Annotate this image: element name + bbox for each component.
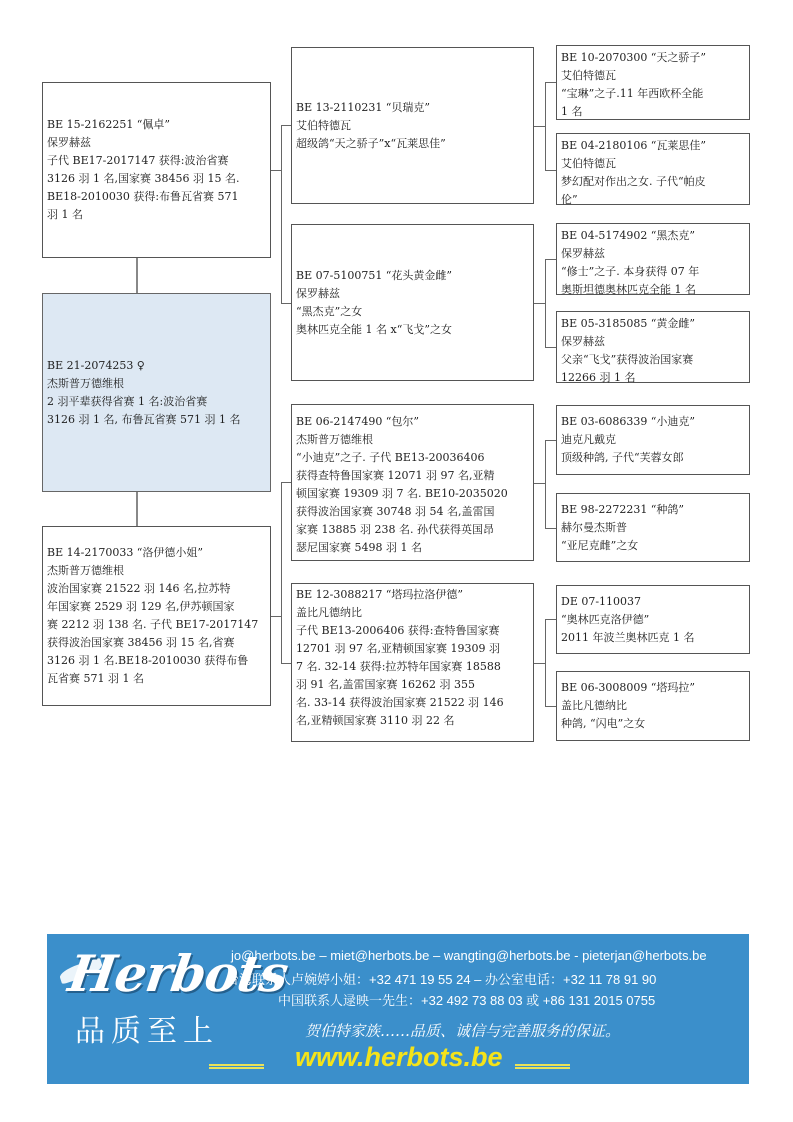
pedigree-note: 2011 年波兰奥林匹克 1 名 [561, 630, 695, 644]
connector [281, 303, 291, 304]
sire-card [42, 82, 271, 258]
pedigree-note: 种鸽, “闪电”之女 [561, 717, 646, 730]
pedigree-note: 羽 91 名,盖雷国家赛 16262 羽 355 [296, 678, 475, 691]
pedigree-note: 瓦省赛 571 羽 1 名 [47, 672, 144, 685]
ring-number: BE 04-2180106 “瓦莱思佳” [561, 139, 707, 152]
ring-number: BE 15-2162251 “佩卓” [47, 118, 171, 131]
breeder-name: 保罗赫兹 [561, 335, 605, 348]
dd-sire-card [556, 585, 750, 654]
footer-banner [47, 934, 749, 1084]
pedigree-note: 3126 羽 1 名.BE18-2010030 获得布鲁 [47, 654, 249, 667]
pedigree-note: 奥林匹克全能 1 名 x“飞戈”之女 [296, 322, 452, 336]
breeder-name: 赫尔曼杰斯普 [561, 520, 627, 534]
decorative-dash-right [515, 1064, 570, 1069]
connector [281, 125, 282, 303]
ring-number: BE 06-2147490 “包尔” [296, 415, 420, 428]
pedigree-note: 1 名 [561, 105, 583, 118]
pedigree-note: 子代 BE17-2017147 获得:波治省赛 [47, 154, 229, 167]
pedigree-note: “黑杰克”之女 [296, 304, 363, 318]
tagline: 贺伯特家族……品质、诚信与完善服务的保证。 [305, 1022, 621, 1040]
email-contacts[interactable]: jo@herbots.be – miet@herbots.be – wangting@herbots.be - pieterjan@herbots.be [231, 948, 707, 963]
pedigree-note: “小迪克”之子. 子代 BE13-20036406 [296, 451, 485, 464]
connector [534, 126, 545, 127]
connector [545, 528, 556, 529]
website-link[interactable]: www.herbots.be [295, 1042, 503, 1072]
pedigree-note: “修士”之子. 本身获得 07 年 [561, 265, 700, 278]
breeder-name: 保罗赫兹 [296, 286, 340, 300]
pedigree-note: 获得波治国家赛 30748 羽 54 名,盖雷国 [296, 505, 495, 518]
connector [545, 259, 556, 260]
pedigree-note: 波治国家赛 21522 羽 146 名,拉苏特 [47, 582, 231, 595]
sire-dam-card [291, 224, 534, 381]
breeder-name: “奥林匹克洛伊德” [561, 612, 650, 626]
connector [281, 482, 282, 663]
breeder-name: 艾伯特德瓦 [561, 157, 616, 170]
breeder-name: 保罗赫兹 [561, 247, 605, 260]
herbots-logo: Herbots [64, 944, 292, 1003]
pedigree-note: 名,亚精顿国家赛 3110 羽 22 名 [296, 714, 455, 727]
sd-dam-card [556, 311, 750, 383]
connector [545, 619, 546, 706]
connector [281, 125, 291, 126]
breeder-name: 盖比凡德纳比 [296, 606, 362, 619]
connector [534, 483, 545, 484]
slogan: 品质至上 [75, 1014, 219, 1049]
pedigree-note: 3126 羽 1 名,国家赛 38456 羽 15 名. [47, 172, 240, 185]
connector [545, 706, 556, 707]
connector [545, 440, 546, 528]
connector [545, 82, 556, 83]
pedigree-note: 梦幻配对作出之女. 子代“帕皮 [561, 175, 706, 188]
pedigree-note: 12266 羽 1 名 [561, 371, 636, 384]
breeder-name: 杰斯普万德维根 [47, 376, 124, 390]
breeder-name: 艾伯特德瓦 [296, 118, 351, 132]
pedigree-note: 7 名. 32-14 获得:拉苏特年国家赛 18588 [296, 660, 501, 673]
pedigree-note: 赛 2212 羽 138 名. 子代 BE17-2017147 [47, 618, 259, 631]
connector [281, 663, 291, 664]
pedigree-note: 顿国家赛 19309 羽 7 名. BE10-2035020 [296, 487, 508, 500]
dam-dam-card [291, 583, 534, 742]
pedigree-note: 羽 1 名 [47, 208, 83, 221]
ring-number: BE 07-5100751 “花头黄金雌” [296, 268, 453, 282]
breeder-name: 艾伯特德瓦 [561, 69, 616, 82]
dd-dam-card [556, 671, 750, 741]
pedigree-note: 获得查特鲁国家赛 12071 羽 97 名,亚精 [296, 469, 495, 482]
connector [545, 82, 546, 170]
pedigree-note: 3126 羽 1 名, 布鲁瓦省赛 571 羽 1 名 [47, 412, 241, 426]
breeder-name: 盖比凡德纳比 [561, 699, 627, 712]
connector [545, 259, 546, 347]
pedigree-note: “亚尼克雌”之女 [561, 538, 639, 552]
ring-number: BE 10-2070300 “天之骄子” [561, 51, 707, 64]
pedigree-note: 瑟尼国家赛 5498 羽 1 名 [296, 541, 422, 554]
ds-dam-card [556, 493, 750, 562]
pedigree-note: 子代 BE13-2006406 获得:查特鲁国家赛 [296, 624, 500, 637]
connector-subject-dam [136, 492, 138, 526]
ss-sire-card [556, 45, 750, 120]
pedigree-note: 12701 羽 97 名,亚精顿国家赛 19309 羽 [296, 642, 500, 655]
ring-number: BE 13-2110231 “贝瑞克” [296, 100, 431, 114]
breeder-name: 保罗赫兹 [47, 136, 91, 149]
pedigree-note: 伦” [561, 193, 578, 206]
dam-card [42, 526, 271, 706]
ring-number: BE 04-5174902 “黑杰克” [561, 229, 696, 242]
pedigree-note: 父亲“飞戈”获得波治国家赛 [561, 353, 694, 366]
connector [545, 619, 556, 620]
decorative-dash-left [209, 1064, 264, 1069]
pedigree-note: 超级鸽“天之骄子”x“瓦莱思佳” [296, 136, 446, 150]
connector [534, 663, 545, 664]
taiwan-contact: 台湾联系人卢婉婷小姐：+32 471 19 55 24 – 办公室电话：+32 11 78 91 90 [226, 972, 657, 987]
pedigree-note: BE18-2010030 获得:布鲁瓦省赛 571 [47, 190, 239, 203]
breeder-name: 迪克凡戴克 [561, 433, 616, 446]
sd-sire-card [556, 223, 750, 295]
sire-sire-card [291, 47, 534, 204]
pedigree-note: 年国家赛 2529 羽 129 名,伊苏顿国家 [47, 600, 235, 613]
pedigree-note: 2 羽平辈获得省赛 1 名:波治省赛 [47, 394, 208, 408]
ss-dam-card [556, 133, 750, 205]
ring-number: DE 07-110037 [561, 594, 642, 608]
connector [545, 347, 556, 348]
breeder-name: 杰斯普万德维根 [47, 564, 124, 577]
ring-number: BE 12-3088217 “塔玛拉洛伊德” [296, 588, 464, 601]
pedigree-note: “宝琳”之子.11 年西欧杯全能 [561, 87, 704, 100]
pedigree-note: 顶级种鸽, 子代“芙蓉女郎 [561, 451, 684, 464]
pedigree-note: 奥斯坦德奥林匹克全能 1 名 [561, 283, 696, 296]
ring-number: BE 05-3185085 “黄金雌” [561, 317, 696, 330]
pedigree-note: 家赛 13885 羽 238 名. 孙代获得英国昂 [296, 523, 494, 536]
subject-card [42, 293, 271, 492]
ring-number: BE 21-2074253 ♀ [47, 358, 145, 372]
ring-number: BE 03-6086339 “小迪克” [561, 415, 696, 428]
connector [534, 303, 545, 304]
ds-sire-card [556, 405, 750, 475]
ring-number: BE 06-3008009 “塔玛拉” [561, 681, 696, 694]
connector [545, 170, 556, 171]
breeder-name: 杰斯普万德维根 [296, 433, 373, 446]
china-contact: 中国联系人逯映一先生：+32 492 73 88 03 或 +86 131 2015 0755 [278, 993, 656, 1008]
ring-number: BE 14-2170033 “洛伊德小姐” [47, 546, 204, 559]
dam-sire-card [291, 404, 534, 561]
connector-sire-subject [136, 258, 138, 293]
pedigree-note: 获得波治国家赛 38456 羽 15 名,省赛 [47, 636, 235, 649]
pedigree-note: 名. 33-14 获得波治国家赛 21522 羽 146 [296, 696, 504, 709]
connector [545, 440, 556, 441]
connector [281, 482, 291, 483]
ring-number: BE 98-2272231 “种鸽” [561, 502, 685, 516]
